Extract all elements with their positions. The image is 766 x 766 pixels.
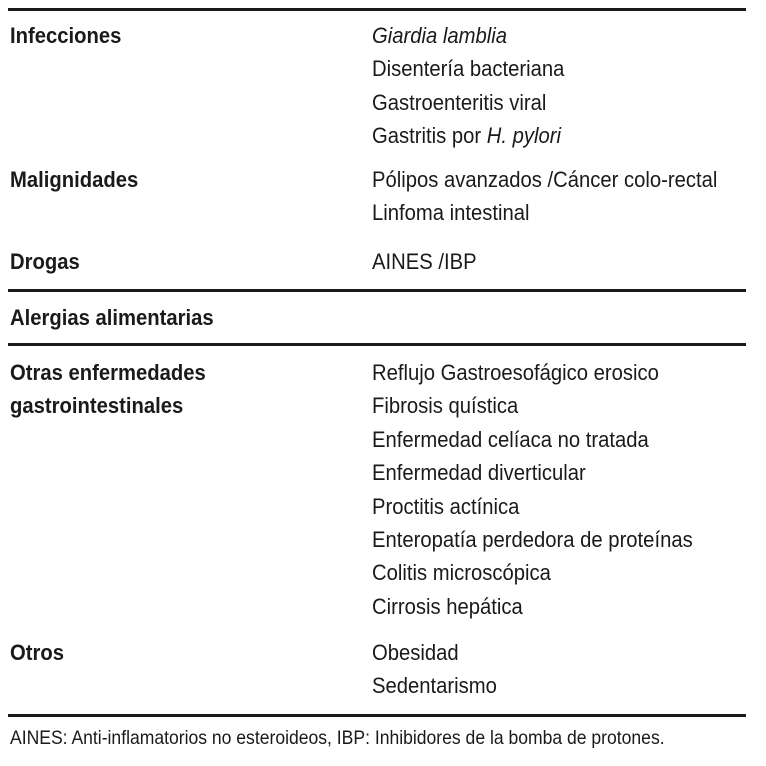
item-obesidad: Obesidad xyxy=(372,640,459,665)
items-infecciones xyxy=(372,19,581,153)
item-gastritis: Gastritis por H. pylori xyxy=(372,123,561,149)
item-sedentarismo: Sedentarismo xyxy=(372,673,497,699)
item-proctitis: Proctitis actínica xyxy=(372,493,520,519)
category-drogas: Drogas xyxy=(10,249,80,274)
item-disenteria: Disentería bacteriana xyxy=(372,56,565,82)
item-fibrosis: Fibrosis quística xyxy=(372,393,519,419)
category-line-2: gastrointestinales xyxy=(10,393,184,418)
item-enteropatia: Enteropatía perdedora de proteínas xyxy=(372,527,693,553)
footnote: AINES: Anti-inflamatorios no esteroideos, IBP: Inhibidores de la bomba de protones. xyxy=(10,727,665,749)
rule-after-alergias xyxy=(8,343,746,346)
items-otros xyxy=(372,636,508,703)
category-malignidades: Malignidades xyxy=(10,167,139,192)
items-otras-enfermedades xyxy=(372,356,721,623)
rule-after-drogas xyxy=(8,289,746,292)
item-gastroenteritis: Gastroenteritis viral xyxy=(372,89,547,115)
category-alergias: Alergias alimentarias xyxy=(10,305,214,330)
category-otros: Otros xyxy=(10,640,64,665)
item-linfoma: Linfoma intestinal xyxy=(372,200,530,226)
top-rule xyxy=(8,8,746,11)
category-line-1: Otras enfermedades xyxy=(10,360,206,385)
item-aines-ibp: AINES /IBP xyxy=(372,249,477,274)
bottom-rule xyxy=(8,714,746,717)
item-reflujo: Reflujo Gastroesofágico erosico xyxy=(372,360,659,385)
category-otras-enfermedades xyxy=(10,356,206,422)
item-diverticular: Enfermedad diverticular xyxy=(372,460,586,486)
item-polipos: Pólipos avanzados /Cáncer colo-rectal xyxy=(372,167,718,192)
items-drogas xyxy=(372,245,486,278)
item-celiaca: Enfermedad celíaca no tratada xyxy=(372,426,649,452)
item-giardia: Giardia lamblia xyxy=(372,23,507,48)
items-malignidades xyxy=(372,163,747,230)
category-infecciones: Infecciones xyxy=(10,23,122,48)
item-cirrosis: Cirrosis hepática xyxy=(372,593,523,619)
item-colitis: Colitis microscópica xyxy=(372,560,551,586)
